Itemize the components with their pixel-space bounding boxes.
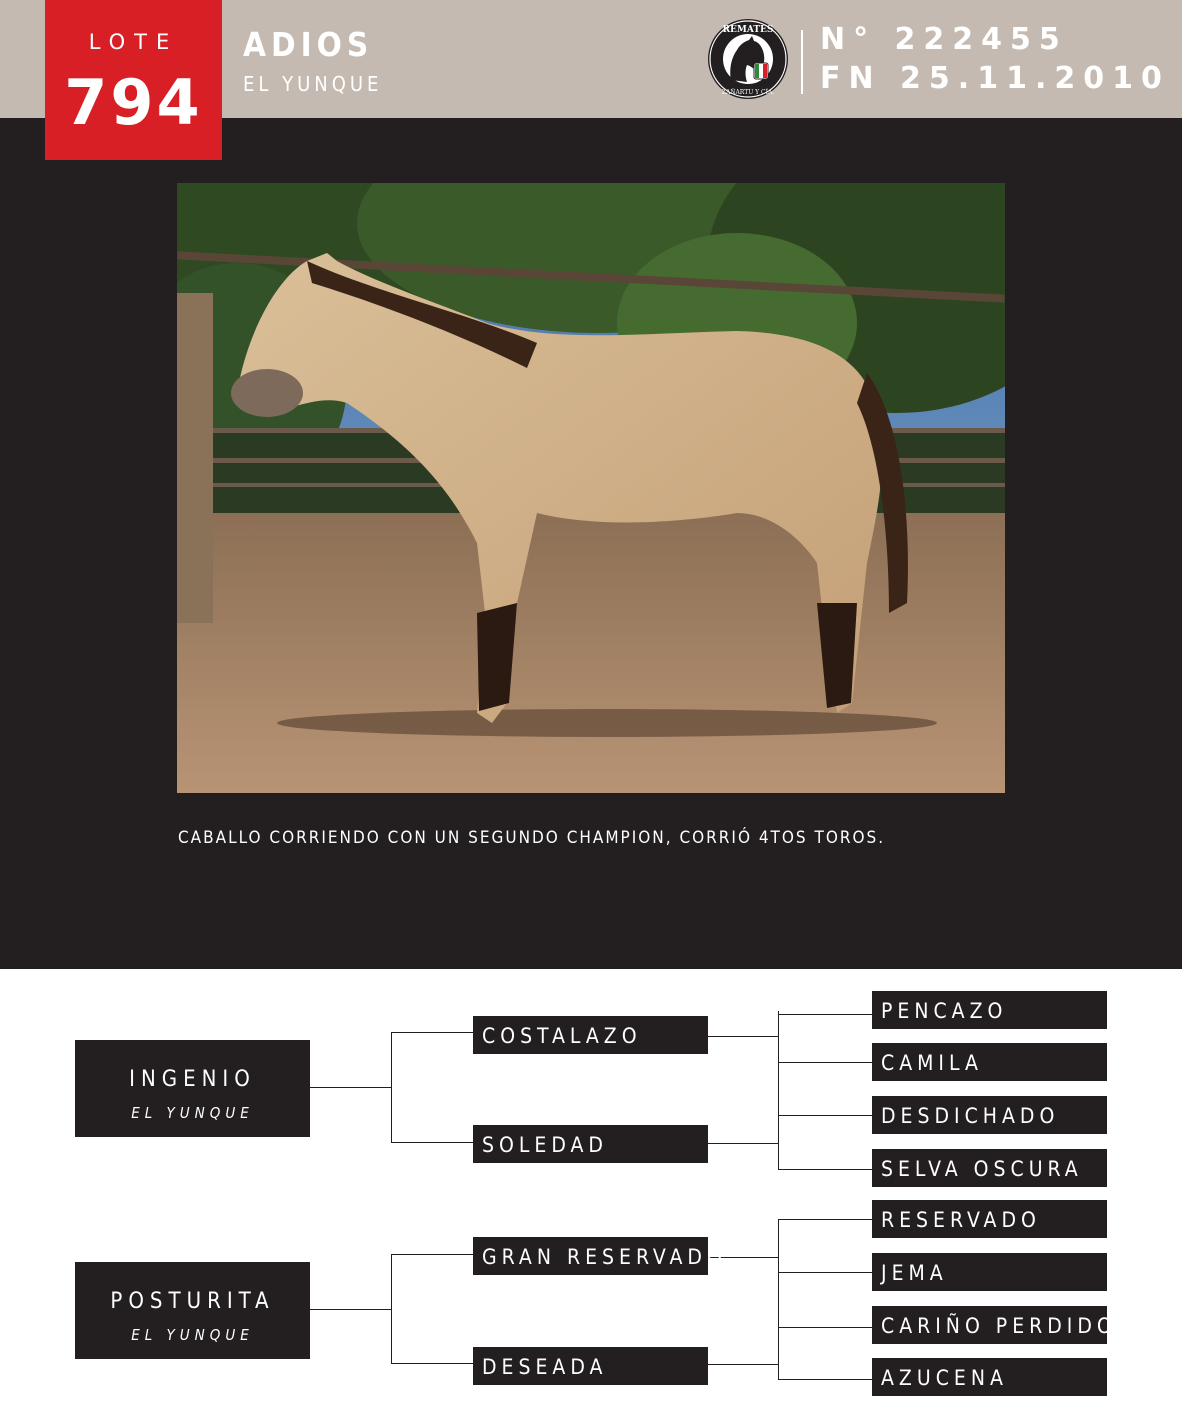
dam-name: POSTURITA [110,1289,275,1314]
great-grandparent-name: DESDICHADO [881,1104,1060,1128]
connector-line [778,1379,872,1380]
connector-line [391,1032,473,1033]
lot-description: CABALLO CORRIENDO CON UN SEGUNDO CHAMPION, CORRIÓ 4TOS TOROS. [178,828,886,848]
lot-badge [45,0,222,160]
svg-text:REMATES: REMATES [722,25,774,35]
remates-zanartu-logo [707,18,789,100]
horse-name: ADIOS [243,25,374,64]
connector-line [391,1254,473,1255]
great-grandparent-box [872,1306,1117,1344]
maternal-granddam-name: DESEADA [482,1355,608,1379]
great-grandparent-name: JEMA [881,1261,948,1285]
lot-number: 794 [64,66,203,139]
connector-line [391,1254,392,1364]
birth-date: FN 25.11.2010 [820,61,1170,96]
connector-line [778,1327,872,1328]
sire-breeder: EL YUNQUE [131,1104,254,1122]
great-grandparent-name: RESERVADO [881,1208,1041,1232]
maternal-grandsire-name: GRAN RESERVADO [482,1245,727,1269]
sire-name: INGENIO [129,1067,256,1092]
connector-line [778,1219,872,1220]
connector-line [778,1062,872,1063]
connector-line [708,1036,778,1037]
paternal-grandsire-name: COSTALAZO [482,1024,642,1048]
connector-line [708,1143,778,1144]
great-grandparent-box [872,1358,1107,1396]
registration-number: N° 222455 [820,22,1068,57]
connector-line [778,1115,872,1116]
great-grandparent-box [872,1200,1107,1238]
great-grandparent-name: PENCAZO [881,999,1008,1023]
svg-text:ZAÑARTU Y CÍA.: ZAÑARTU Y CÍA. [721,89,775,96]
dam-box [75,1262,310,1359]
lot-label: LOTE [88,30,179,54]
connector-line [778,1014,872,1015]
dam-breeder: EL YUNQUE [131,1326,254,1344]
great-grandparent-box [872,1043,1107,1081]
great-grandparent-name: CAMILA [881,1051,983,1075]
great-grandparent-box [872,1096,1107,1134]
horse-photo [177,183,1005,793]
connector-line [391,1032,392,1143]
header-divider [801,30,803,94]
paternal-granddam-name: SOLEDAD [482,1133,608,1157]
connector-line [778,1219,779,1380]
connector-line [391,1363,473,1364]
great-grandparent-name: CARIÑO PERDIDO [881,1314,1117,1338]
connector-line [391,1142,473,1143]
connector-line [778,1272,872,1273]
connector-line [778,1169,872,1170]
maternal-granddam-box [473,1347,708,1385]
paternal-granddam-box [473,1125,708,1163]
connector-line [708,1364,778,1365]
connector-line [310,1087,391,1088]
sire-box [75,1040,310,1137]
maternal-grandsire-box [473,1237,727,1275]
great-grandparent-box [872,991,1107,1029]
great-grandparent-name: SELVA OSCURA [881,1157,1083,1181]
horse-breeder: EL YUNQUE [243,72,383,96]
great-grandparent-box [872,1253,1107,1291]
paternal-grandsire-box [473,1016,708,1054]
connector-line [310,1309,391,1310]
connector-line [778,1011,779,1170]
great-grandparent-name: AZUCENA [881,1366,1008,1390]
great-grandparent-box [872,1149,1107,1187]
